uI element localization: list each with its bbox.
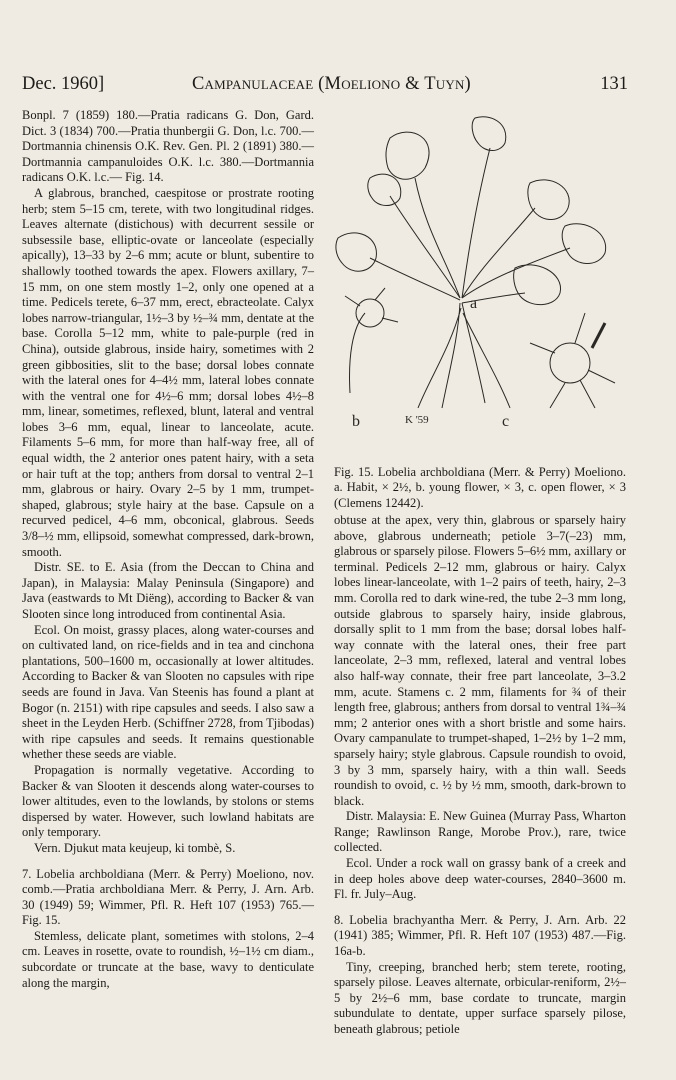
header-title: Campanulaceae (Moeliono & Tuyn) [192,74,471,94]
species-7-description-continued: obtuse at the apex, very thin, glabrous or sparsely hairy above, glabrous underneath; petiole 3–7(–23) mm, glabrous or sparsely pilose. Flowers 5–6½ mm, axillary or terminal. Pedicels 2–12 mm, glabrous or hairy. Calyx lobes linear-lanceolate, with 1–2 pairs of teeth, hairy, 2–3 mm. Corolla red to dark wine-red, the tube 2–3 mm long, outside glabrous to sparsely hairy, inside glabrous, dorsally split to 1 mm from the base; dorsal lobes half-way connate with the lateral ones, their free part lanceolate, 2–3 mm, reflexed, lateral and ventral lobes also half-way connate, their free part lanceolate, 3–3.2 mm, acute. Stamens c. 2 mm, filaments for ¾ of their length free, glabrous; anthers from dorsal to ventral 1¾–¾ mm; 2 anterior ones with a short bristle and some hairs. Ovary campanulate to trumpet-shaped, 1–2½ by 1–2 mm, sparsely hairy; style glabrous. Capsule roundish to ovoid, 3 by 3 mm, sparsely hairy, with a thin wall. Seeds roundish to ovoid, c. ½ by ½ mm, smooth, dark-brown to black. [334,513,626,808]
botanical-illustration [330,108,626,438]
vernacular-paragraph: Vern. Djukut mata keujeup, ki tombè, S. [34,840,236,855]
species-7-heading: 7. Lobelia archboldiana (Merr. & Perry) Moeliono, nov. comb.—Pratia archboldiana Merr. & Perry, J. Arn. Arb. 30 (1949) 59; Wimmer, Pfl. R. Heft 107 (1953) 765.—Fig. 15. [22,866,314,928]
ecology-paragraph: Ecol. Under a rock wall on grassy bank of a creek and in deep holes above deep water-courses, 2840–3600 m. Fl. fr. July–Aug. [334,856,626,902]
left-column [22,108,314,991]
distribution-paragraph: Distr. Malaysia: E. New Guinea (Murray Pass, Wharton Range; Rawlinson Range, Morobe Prov.), rare, twice collected. [334,809,626,855]
synonymy-paragraph: Bonpl. 7 (1859) 180.—Pratia radicans G. Don, Gard. Dict. 3 (1834) 700.—Pratia thunbergii G. Don, l.c. 700.—Dortmannia chinensis O.K. Rev. Gen. Pl. 2 (1891) 380.—Dortmannia campanuloides O.K. l.c. 380.—Dortmannia radicans O.K. l.c.— Fig. 14. [22,108,314,185]
leaf-shape [562,224,605,264]
species-description: A glabrous, branched, caespitose or prostrate rooting herb; stem 5–15 cm, terete, with two longitudinal ridges. Leaves alternate (distichous) with decurrent sessile or subsessile base, elliptic-ovate or lanceolate (especially apically), 13–33 by 2–6 mm; acute or blunt, subentire to shallowly toothed towards the apex. Flowers axillary, 7–15 mm, on one stem mostly 1–2, only one opened at a time. Pedicels terete, 6–37 mm, erect, ebracteolate. Calyx lobes narrow-triangular, 1½–3 by ½–¾ mm, dentate at the base. Corolla 5–12 mm, white to pale-purple (red in China), outside glabrous, inside hairy, sometimes with 2 green gibbosities, slit to the base; dorsal lobes connate with the lateral ones for 4–4½ mm, lateral lobes connate with the ventral one for 4½–6 mm; dorsal lobes 4½–8 mm, linear, sometimes, reflexed, blunt, lateral and ventral lobes 3–6 mm, equal, linear to lanceolate, acute. Filaments 5–6 mm, for more than half-way free, all of equal width, the 2 anterior ones patent hairy, with a seta or hair tuft at the top; anthers from dorsal to ventral 2–1 mm, glabrous or hairy. Ovary 2–5 by 1 mm, trumpet-shaped, glabrous; style hairy at the base. Capsule on a recurved pedicel, 4–6 mm, obconical, glabrous. Seeds 3/8–½ mm, ellipsoid, somewhat compressed, dark-brown, smooth. [22,185,314,559]
illustration-svg [330,108,626,438]
propagation-paragraph: Propagation is normally vegetative. According to Backer & van Slooten it descends along water-courses to lower altitudes, even to the lowlands, by stolons or stems dispersed by water. However, such lowland habitats are only temporary. [22,762,314,840]
ecology-paragraph: Ecol. On moist, grassy places, along water-courses and on cultivated land, on rice-fields and in tea and cinchona plantations, 500–1600 m, occasionally at lower altitudes. According to Backer & van Slooten no capsules with ripe seeds are found in Java. Van Steenis has found a plant at Bogor (n. 2151) with ripe capsules and seeds. I also saw a sheet in the Leyden Herb. (Schiffner 2728, from Tjibodas) with ripe capsules and seeds. It remains questionable whether these seeds are viable. [22,622,314,762]
figure-caption: Fig. 15. Lobelia archboldiana (Merr. & Perry) Moeliono. a. Habit, × 2½, b. young flower, × 3, c. open flower, × 3 (Clemens 12442). [334,464,626,510]
leaf-shape [336,233,377,271]
distribution-paragraph: Distr. SE. to E. Asia (from the Deccan to China and Japan), in Malaysia: Malay Peninsula (Singapore) and Java (eastwards to Mt Diëng), according to Backer & van Slooten since long introduced from continental Asia. [22,560,314,621]
figure-label-b: b [352,413,360,430]
leaf-shape [528,180,569,220]
figure-label-c: c [502,413,510,430]
species-7-description: Stemless, delicate plant, sometimes with stolons, 2–4 cm. Leaves in rosette, ovate to roundish, ½–1½ cm diam., subcordate or truncate at the base, wavy to denticulate along the margin, [22,928,314,990]
leaf-shape [472,117,506,151]
illustrator-signature: K '59 [405,414,429,426]
figure-label-a: a [470,295,478,312]
running-header [22,74,628,100]
species-8-description: Tiny, creeping, branched herb; stem terete, rooting, sparsely pilose. Leaves alternate, orbicular-reniform, 2½–5 by 2½–6 mm, base cordate to truncate, margin subundulate to dentate, upper surface sparsely pilose, beneath glabrous; petiole [334,959,626,1036]
leaf-shape [514,265,561,305]
leaf-shape [368,174,401,205]
leaf-shape [386,132,429,179]
header-date: Dec. 1960] [22,74,105,94]
right-column [334,513,626,1038]
species-8-heading: 8. Lobelia brachyantha Merr. & Perry, J. Arn. Arb. 22 (1941) 385; Wimmer, Pfl. R. Heft 107 (1953) 487.—Fig. 16a-b. [334,912,626,959]
page-number: 131 [600,74,628,94]
